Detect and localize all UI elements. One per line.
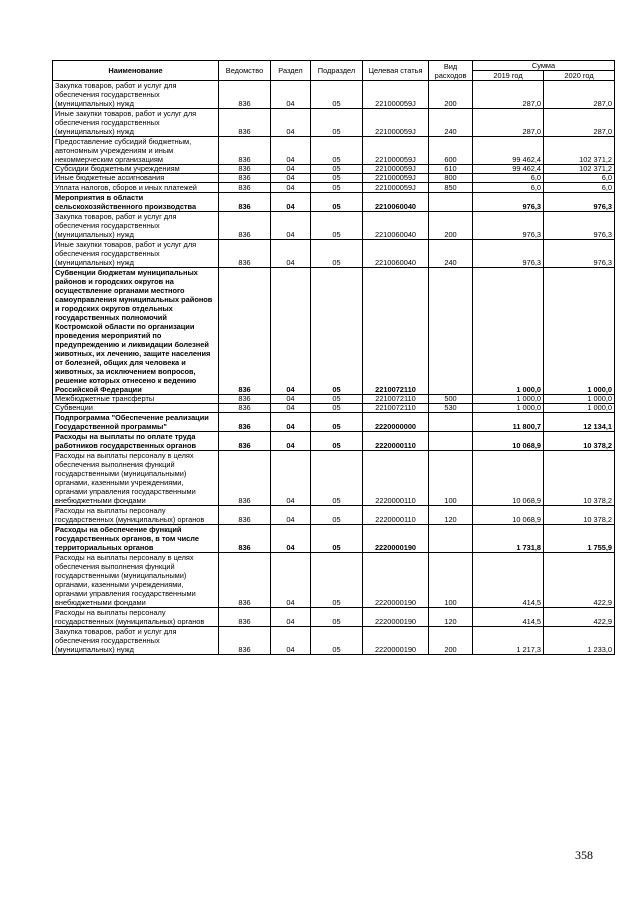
cell-target: 221000059J [363, 81, 429, 109]
cell-2019: 1 000,0 [473, 395, 544, 404]
cell-subsection: 05 [311, 240, 363, 268]
cell-dept: 836 [219, 413, 271, 432]
cell-dept: 836 [219, 432, 271, 451]
cell-name: Расходы на выплаты персоналу в целях обеспечения выполнения функций государственными (муниципальными) органами, казенными учреждениями, органами управления государственными внебюджетными фондами [53, 553, 219, 608]
cell-subsection: 05 [311, 413, 363, 432]
cell-dept: 836 [219, 240, 271, 268]
cell-name: Расходы на выплаты по оплате труда работников государственных органов [53, 432, 219, 451]
cell-2019: 1 217,3 [473, 627, 544, 655]
cell-target: 2210072110 [363, 404, 429, 413]
table-row [53, 174, 615, 183]
cell-2020: 12 134,1 [544, 413, 615, 432]
cell-target: 2220000110 [363, 451, 429, 506]
header-target: Целевая статья [363, 61, 429, 81]
cell-target: 2220000190 [363, 608, 429, 627]
cell-name: Субвенции бюджетам муниципальных районов и городских округов на осуществление органами местного самоуправления муниципальных районов и городских округов отдельных государственных полномочий Костромской области по организации проведения мероприятий по предупреждению и ликвидации болезней животных, их лечению, защите населения от болезней, общих для человека и животных, за исключением вопросов, решение которых отнесено к ведению Российской Федерации [53, 268, 219, 395]
header-sum: Сумма [473, 61, 615, 71]
cell-name: Расходы на выплаты персоналу в целях обеспечения выполнения функций государственными (муниципальными) органами, казенными учреждениями, органами управления государственными внебюджетными фондами [53, 451, 219, 506]
table-row [53, 137, 615, 165]
cell-dept: 836 [219, 183, 271, 193]
cell-name: Закупка товаров, работ и услуг для обеспечения государственных (муниципальных) нужд [53, 627, 219, 655]
cell-section: 04 [271, 608, 311, 627]
table-row [53, 553, 615, 608]
cell-name: Иные закупки товаров, работ и услуг для обеспечения государственных (муниципальных) нужд [53, 109, 219, 137]
cell-2020: 976,3 [544, 193, 615, 212]
cell-section: 04 [271, 137, 311, 165]
table-row [53, 81, 615, 109]
cell-target: 221000059J [363, 174, 429, 183]
cell-section: 04 [271, 395, 311, 404]
cell-dept: 836 [219, 137, 271, 165]
cell-section: 04 [271, 506, 311, 525]
cell-target: 2210072110 [363, 268, 429, 395]
cell-type: 200 [429, 212, 473, 240]
cell-type: 500 [429, 395, 473, 404]
cell-name: Закупка товаров, работ и услуг для обеспечения государственных (муниципальных) нужд [53, 81, 219, 109]
cell-section: 04 [271, 183, 311, 193]
cell-dept: 836 [219, 81, 271, 109]
cell-2020: 422,9 [544, 553, 615, 608]
table-row [53, 109, 615, 137]
cell-2020: 976,3 [544, 212, 615, 240]
cell-type: 100 [429, 553, 473, 608]
cell-dept: 836 [219, 109, 271, 137]
cell-2019: 414,5 [473, 553, 544, 608]
cell-subsection: 05 [311, 395, 363, 404]
cell-section: 04 [271, 627, 311, 655]
cell-2019: 10 068,9 [473, 451, 544, 506]
table-row [53, 506, 615, 525]
cell-target: 2220000190 [363, 627, 429, 655]
cell-dept: 836 [219, 553, 271, 608]
cell-2019: 976,3 [473, 240, 544, 268]
cell-type: 200 [429, 81, 473, 109]
cell-target: 2220000110 [363, 432, 429, 451]
cell-subsection: 05 [311, 81, 363, 109]
budget-table [52, 60, 615, 655]
cell-2020: 1 755,9 [544, 525, 615, 553]
cell-2020: 6,0 [544, 183, 615, 193]
cell-subsection: 05 [311, 608, 363, 627]
cell-type [429, 432, 473, 451]
cell-target: 2210072110 [363, 395, 429, 404]
cell-2020: 1 000,0 [544, 404, 615, 413]
cell-2020: 10 378,2 [544, 506, 615, 525]
header-dept: Ведомство [219, 61, 271, 81]
cell-dept: 836 [219, 193, 271, 212]
cell-type [429, 413, 473, 432]
cell-name: Субвенции [53, 404, 219, 413]
cell-dept: 836 [219, 395, 271, 404]
table-row [53, 451, 615, 506]
table-body [53, 81, 615, 655]
cell-2020: 287,0 [544, 81, 615, 109]
cell-2019: 414,5 [473, 608, 544, 627]
cell-dept: 836 [219, 268, 271, 395]
cell-target: 221000059J [363, 183, 429, 193]
cell-section: 04 [271, 413, 311, 432]
cell-section: 04 [271, 240, 311, 268]
cell-target: 2210060040 [363, 193, 429, 212]
header-subsection: Подраздел [311, 61, 363, 81]
cell-2019: 99 462,4 [473, 137, 544, 165]
cell-2019: 10 068,9 [473, 506, 544, 525]
table-row [53, 525, 615, 553]
cell-2019: 99 462,4 [473, 165, 544, 174]
table-row [53, 627, 615, 655]
cell-2020: 1 233,0 [544, 627, 615, 655]
cell-target: 221000059J [363, 165, 429, 174]
cell-dept: 836 [219, 451, 271, 506]
cell-type: 240 [429, 240, 473, 268]
cell-2019: 1 731,8 [473, 525, 544, 553]
header-2019: 2019 год [473, 71, 544, 81]
cell-type [429, 525, 473, 553]
cell-subsection: 05 [311, 109, 363, 137]
cell-type: 120 [429, 608, 473, 627]
cell-subsection: 05 [311, 268, 363, 395]
cell-subsection: 05 [311, 451, 363, 506]
cell-type: 850 [429, 183, 473, 193]
cell-2019: 11 800,7 [473, 413, 544, 432]
cell-dept: 836 [219, 506, 271, 525]
cell-2020: 1 000,0 [544, 268, 615, 395]
cell-type: 600 [429, 137, 473, 165]
cell-2020: 6,0 [544, 174, 615, 183]
cell-2019: 6,0 [473, 174, 544, 183]
cell-target: 2220000110 [363, 506, 429, 525]
cell-subsection: 05 [311, 193, 363, 212]
cell-type: 800 [429, 174, 473, 183]
cell-target: 221000059J [363, 137, 429, 165]
cell-2020: 10 378,2 [544, 432, 615, 451]
table-row [53, 404, 615, 413]
cell-section: 04 [271, 165, 311, 174]
cell-2020: 102 371,2 [544, 137, 615, 165]
cell-section: 04 [271, 193, 311, 212]
cell-subsection: 05 [311, 432, 363, 451]
cell-name: Расходы на обеспечение функций государственных органов, в том числе территориальных органов [53, 525, 219, 553]
cell-target: 2210060040 [363, 212, 429, 240]
cell-dept: 836 [219, 627, 271, 655]
cell-name: Иные закупки товаров, работ и услуг для обеспечения государственных (муниципальных) нужд [53, 240, 219, 268]
cell-name: Предоставление субсидий бюджетным, автономным учреждениям и иным некоммерческим организациям [53, 137, 219, 165]
cell-section: 04 [271, 404, 311, 413]
cell-name: Мероприятия в области сельскохозяйственного производства [53, 193, 219, 212]
table-row [53, 212, 615, 240]
table-row [53, 183, 615, 193]
cell-dept: 836 [219, 525, 271, 553]
cell-subsection: 05 [311, 212, 363, 240]
cell-section: 04 [271, 432, 311, 451]
cell-dept: 836 [219, 165, 271, 174]
cell-2019: 287,0 [473, 109, 544, 137]
cell-2020: 976,3 [544, 240, 615, 268]
cell-2019: 1 000,0 [473, 404, 544, 413]
cell-type [429, 268, 473, 395]
cell-name: Закупка товаров, работ и услуг для обеспечения государственных (муниципальных) нужд [53, 212, 219, 240]
cell-2020: 102 371,2 [544, 165, 615, 174]
cell-type: 100 [429, 451, 473, 506]
cell-type: 120 [429, 506, 473, 525]
cell-subsection: 05 [311, 525, 363, 553]
cell-subsection: 05 [311, 627, 363, 655]
cell-subsection: 05 [311, 183, 363, 193]
cell-type [429, 193, 473, 212]
cell-subsection: 05 [311, 165, 363, 174]
cell-dept: 836 [219, 404, 271, 413]
cell-2020: 10 378,2 [544, 451, 615, 506]
cell-type: 530 [429, 404, 473, 413]
header-2020: 2020 год [544, 71, 615, 81]
cell-type: 200 [429, 627, 473, 655]
cell-dept: 836 [219, 212, 271, 240]
cell-subsection: 05 [311, 404, 363, 413]
table-row [53, 608, 615, 627]
cell-dept: 836 [219, 608, 271, 627]
cell-section: 04 [271, 525, 311, 553]
table-row [53, 240, 615, 268]
cell-name: Расходы на выплаты персоналу государственных (муниципальных) органов [53, 608, 219, 627]
cell-target: 221000059J [363, 109, 429, 137]
table-row [53, 268, 615, 395]
cell-section: 04 [271, 553, 311, 608]
cell-subsection: 05 [311, 506, 363, 525]
cell-name: Межбюджетные трансферты [53, 395, 219, 404]
cell-section: 04 [271, 109, 311, 137]
cell-target: 2210060040 [363, 240, 429, 268]
cell-section: 04 [271, 81, 311, 109]
cell-subsection: 05 [311, 174, 363, 183]
cell-name: Субсидии бюджетным учреждениям [53, 165, 219, 174]
cell-2019: 6,0 [473, 183, 544, 193]
cell-2019: 976,3 [473, 193, 544, 212]
cell-section: 04 [271, 268, 311, 395]
table-row [53, 432, 615, 451]
cell-2019: 1 000,0 [473, 268, 544, 395]
cell-name: Уплата налогов, сборов и иных платежей [53, 183, 219, 193]
cell-target: 2220000190 [363, 553, 429, 608]
cell-target: 2220000190 [363, 525, 429, 553]
cell-subsection: 05 [311, 553, 363, 608]
cell-target: 2220000000 [363, 413, 429, 432]
cell-section: 04 [271, 451, 311, 506]
header-type: Вид расходов [429, 61, 473, 81]
cell-2020: 287,0 [544, 109, 615, 137]
header-section: Раздел [271, 61, 311, 81]
page-number: 358 [575, 848, 593, 862]
table-row [53, 413, 615, 432]
cell-section: 04 [271, 212, 311, 240]
cell-section: 04 [271, 174, 311, 183]
cell-type: 240 [429, 109, 473, 137]
cell-subsection: 05 [311, 137, 363, 165]
cell-2019: 976,3 [473, 212, 544, 240]
header-row [53, 61, 615, 71]
cell-type: 610 [429, 165, 473, 174]
cell-name: Расходы на выплаты персоналу государственных (муниципальных) органов [53, 506, 219, 525]
cell-2019: 10 068,9 [473, 432, 544, 451]
cell-2020: 422,9 [544, 608, 615, 627]
header-name: Наименование [53, 61, 219, 81]
cell-2019: 287,0 [473, 81, 544, 109]
cell-dept: 836 [219, 174, 271, 183]
cell-name: Подпрограмма "Обеспечение реализации Государственной программы" [53, 413, 219, 432]
table-row [53, 193, 615, 212]
cell-2020: 1 000,0 [544, 395, 615, 404]
cell-name: Иные бюджетные ассигнования [53, 174, 219, 183]
